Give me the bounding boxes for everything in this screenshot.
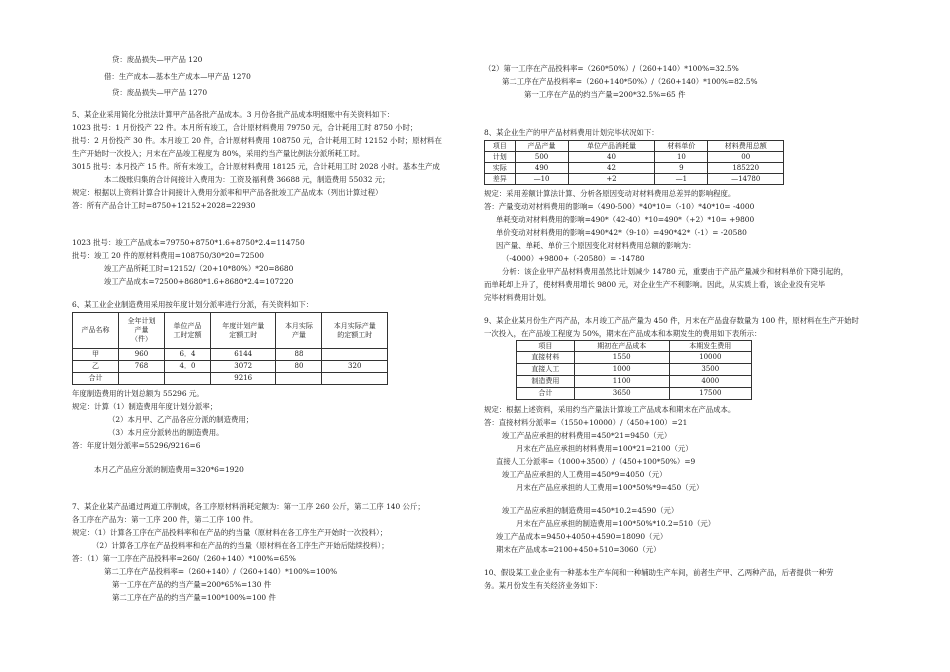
text-line: 竣工产品成本=9450+4050+4590=18090（元） (496, 532, 668, 541)
text-line: 本二级账归集的合计间接计入费用为：工资及福利费 36688 元，制造费用 55032 元； (104, 175, 390, 184)
text-line: 规定：根据上述资料，采用约当产量法计算竣工产品成本和期末在产品成本。 (484, 405, 736, 414)
text-line: 第一工序在产品的约当产量=200*65%=130 件 (112, 580, 272, 589)
table-row: 直接人工 1000 3500 (517, 364, 752, 376)
text-line: 答：（1）第一工序在产品投料率=260/（260+140）*100%=65% (72, 554, 296, 563)
table-row: 差异 —10 +2 —1 —14780 (485, 174, 784, 185)
table-header-cell: 产品名称 (73, 313, 119, 349)
table-row: 计划 500 40 10 00 (485, 152, 784, 163)
question-10-title: 10、假设某工业企业有一种基本生产车间和一种辅助生产车间，前者生产甲、乙两种产品，后者提供一种劳 (484, 568, 834, 577)
table-header-row: 项目 期初在产品成本 本期发生费用 (517, 341, 752, 352)
text-line: 竣工产品成本=72500+8680*1.6+8680*2.4=107220 (104, 277, 294, 286)
text-line: （-4000）+9800+（-20580）= -14780 (502, 254, 645, 263)
text-line: 1023 批号：竣工产品成本=79750+8750*1.6+8750*2.4=114750 (72, 238, 305, 247)
text-line: 第一工序在产品的约当产量=200*32.5%=65 件 (524, 90, 686, 99)
question-5-title: 5、某企业采用简化分批法计算甲产品各批产品成本。3 月份各批产品成本明细账中有关资料如下： (72, 110, 395, 119)
text-line: 本月乙产品应分派的制造费用=320*6=1920 (94, 465, 244, 474)
table-header-cell: 本月实际产量 的定额工时 (322, 313, 388, 349)
text-line: 第二工序在产品投料率=（260+140*50%）/（260+140）*100%=82.5% (502, 77, 758, 86)
text-line: 年度制造费用的计划总额为 55296 元。 (72, 389, 204, 398)
text-line: （2）第一工序在产品投料率=（260*50%）/（260+140）*100%=32.5% (484, 64, 739, 73)
text-line: 月末在产品应承担的材料费用=100*21=2100（元） (516, 444, 693, 453)
table-header-cell: 年度计划产量 定额工时 (210, 313, 276, 349)
text-line: 一次投入，在产品竣工程度为 50%，期末在产品成本和本期发生的费用如下表所示： (484, 329, 762, 338)
text-line: 批号：2 月份投产 30 件。本月竣工 20 件，合计原材料费用 108750 元，合计耗用工时 12152 小时；原材料在 (72, 136, 442, 145)
text-line: 答：年度计划分派率=55296/9216=6 (72, 441, 201, 450)
question-7-title: 7、某企业某产品通过两道工序制成，各工序原材料消耗定额为：第一工序 260 公斤，第二工序 140 公斤； (72, 502, 425, 511)
text-line: 规定：根据以上资料计算合计间接计入费用分派率和甲产品各批竣工产品成本（列出计算过程） (72, 188, 383, 197)
text-line: 答：所有产品合计工时=8750+12152+2028=22930 (72, 201, 256, 210)
table-header-row: 项目 产品产量 单位产品消耗量 材料单价 材料费用总额 (485, 141, 784, 152)
text-line: 月末在产品应承担的人工费用=100*50%*9=450（元） (516, 483, 704, 492)
text-line: 竣工产品应承担的制造费用=450*10.2=4590（元） (502, 506, 679, 515)
text-line: 1023 批号：1 月份投产 22 件。本月所有竣工，合计原材料费用 79750 元，合计耗用工时 8750 小时； (72, 123, 418, 132)
table-header-cell: 本月实际 产量 (276, 313, 322, 349)
text-line: 贷：废品损失—甲产品 1270 (112, 88, 208, 97)
text-line: 生产开始时一次投入；月末在产品竣工程度为 80%，采用约当产量比例法分派所耗工时。 (72, 149, 365, 158)
text-line: 直接人工分派率=（1000+3500）/（450+100*50%）=9 (496, 457, 696, 466)
text-line: 因产量、单耗、单价三个原因变化对材料费用总额的影响为： (496, 241, 696, 250)
text-line: （3）本月应分派转出的制造费用。 (108, 428, 224, 437)
text-line: 竣工产品应承担的人工费用=450*9=4050（元） (502, 470, 667, 479)
table-header-cell: 全年计划 产量 （件） (118, 313, 164, 349)
text-line: 各工序在产品为：第一工序 200 件，第二工序 100 件。 (72, 515, 258, 524)
text-line: 单价变动对材料费用的影响=490*42*（9-10）=490*42*（-1）= -20580 (496, 228, 747, 237)
text-line: 分析：该企业甲产品材料费用虽然比计划减少 14780 元，重要由于产品产量减少和材料单价下降引起的， (502, 267, 849, 276)
text-line: 期末在产品成本=2100+450+510=3060（元） (496, 545, 661, 554)
text-line: 单耗变动对材料费用的影响=490*（42-40）*10=490*（+2）*10= +9800 (496, 215, 755, 224)
table-row: 乙 768 4．0 3072 80 320 (73, 361, 388, 373)
question-9-title: 9、某企业某月份生产丙产品，本月竣工产品产量为 450 件，月末在产品盘存数量为 100 件，原材料在生产开始时 (484, 316, 859, 325)
table-header-cell: 单位产品 工时定额 (164, 313, 210, 349)
table-row: 甲 960 6．4 6144 88 (73, 349, 388, 361)
text-line: 而单耗却上升了，使材料费用增长 9800 元，对企业生产不利影响。因此，从实质上看，该企业没有完毕 (484, 280, 826, 289)
table-row: 直接材料 1550 10000 (517, 352, 752, 364)
text-line: 规定：采用差额计算法计算、分析各原因变动对材料费用总差异的影响程度。 (484, 189, 736, 198)
q8-table (484, 140, 784, 185)
table-row: 实际 490 42 9 185220 (485, 163, 784, 174)
q6-table (72, 312, 388, 385)
table-row: 制造费用 1100 4000 (517, 376, 752, 388)
text-line: 答：直接材料分派率=（1550+10000）/（450+100）=21 (484, 418, 688, 427)
table-row: 合计 3650 17500 (517, 388, 752, 400)
text-line: 竣工产品所耗工时=12152/（20+10*80%）*20=8680 (104, 264, 294, 273)
table-row: 合计 9216 (73, 373, 388, 385)
text-line: 第二工序在产品投料率=（260+140）/（260+140）*100%=100% (104, 567, 338, 576)
question-8-title: 8、某企业生产的甲产品材料费用计划完毕状况如下： (484, 128, 659, 137)
question-6-title: 6、某工业企业制造费用采用按年度计划分派率进行分派，有关资料如下： (72, 300, 314, 309)
text-line: 3015 批号：本月投产 15 件。所有未竣工，合计原材料费用 18125 元，合计耗用工时 2028 小时。基本生产成 (72, 162, 440, 171)
text-line: 完毕材料费用计划。 (484, 293, 551, 302)
text-line: 第二工序在产品的约当产量=100*100%=100 件 (112, 593, 276, 602)
text-line: 务。某月份发生有关经济业务如下： (484, 581, 603, 590)
text-line: 竣工产品应承担的材料费用=450*21=9450（元） (502, 431, 672, 440)
text-line: 月末在产品应承担的制造费用=100*50%*10.2=510（元） (516, 519, 716, 528)
text-line: 规定：（1）计算各工序在产品投料率和在产品的约当量（原材料在各工序生产开始时一次投料）； (72, 528, 388, 537)
text-line: 答：产量变动对材料费用的影响=（490-500）*40*10=（-10）*40*10= -4000 (484, 202, 755, 211)
q9-table (516, 340, 752, 400)
text-line: 借：生产成本—基本生产成本—甲产品 1270 (104, 72, 251, 81)
text-line: （2）本月甲、乙产品各应分派的制造费用； (108, 415, 254, 424)
text-line: 规定：计算（1）制造费用年度计划分派率； (72, 402, 218, 411)
text-line: 贷：废品损失—甲产品 120 (112, 55, 203, 64)
text-line: 批号：竣工 20 件的原材料费用=108750/30*20=72500 (72, 251, 264, 260)
text-line: （2）计算各工序在产品投料率和在产品的约当量（原材料在各工序生产开始后陆续投料）； (92, 541, 389, 550)
